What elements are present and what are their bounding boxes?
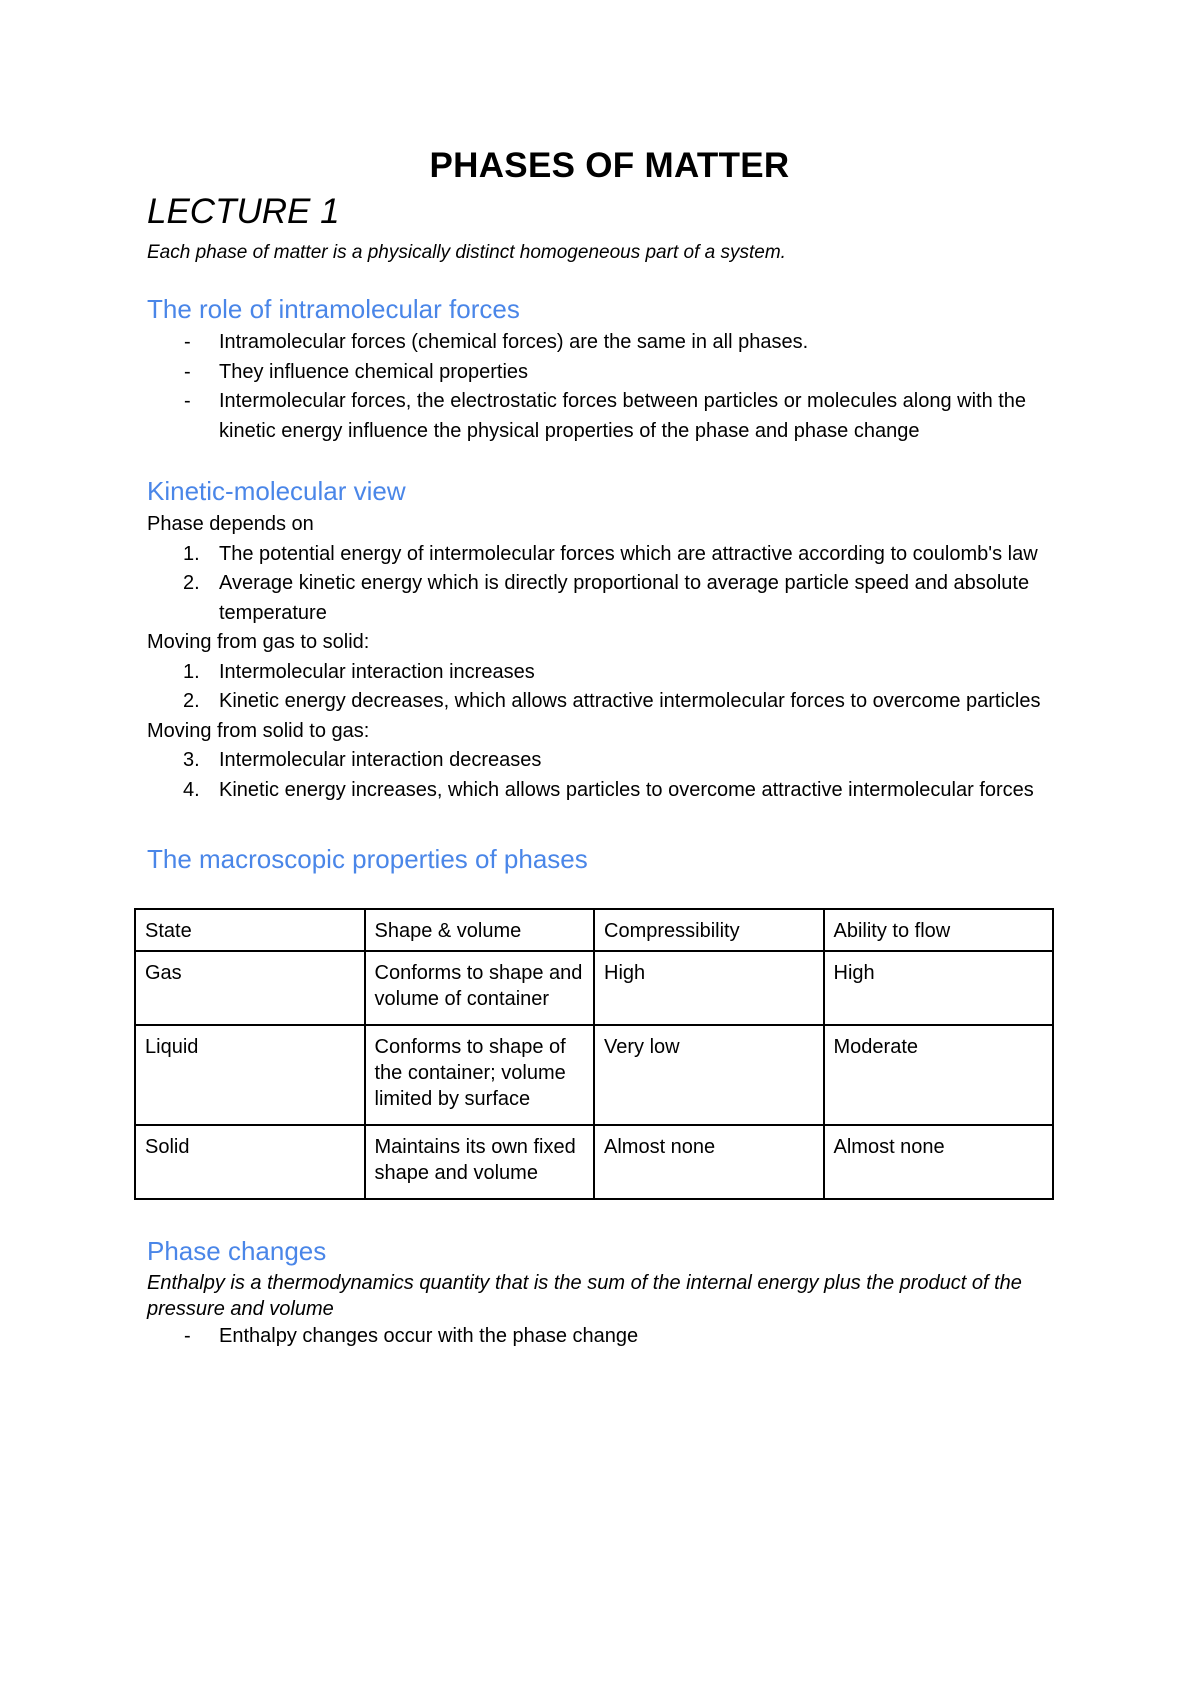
- number-marker: 2.: [183, 572, 200, 594]
- list-item: [147, 328, 1072, 358]
- list-item-text: Intermolecular interaction increases: [219, 660, 535, 683]
- list-item-text: Average kinetic energy which is directly proportional to average particle speed and absolute temperature: [219, 572, 1030, 624]
- gas-to-solid-list: [147, 658, 1072, 717]
- list-item-text: Kinetic energy decreases, which allows attractive intermolecular forces to overcome particles: [219, 690, 1041, 712]
- table-cell: Almost none: [594, 1125, 824, 1199]
- section-heading-kinetic: Kinetic-molecular view: [147, 476, 406, 506]
- table-cell: Maintains its own fixed shape and volume: [365, 1125, 595, 1199]
- table-cell: High: [594, 951, 824, 1025]
- list-item: [147, 387, 1072, 446]
- phase-depends-label: Phase depends on: [147, 513, 314, 535]
- table-row: [135, 1125, 1053, 1199]
- number-marker: 3.: [183, 749, 200, 771]
- dash-marker: -: [184, 360, 191, 383]
- table-cell: Almost none: [824, 1125, 1054, 1199]
- list-item-text: They influence chemical properties: [219, 360, 529, 383]
- list-item: [147, 1322, 1072, 1352]
- list-item-text: The potential energy of intermolecular forces which are attractive according to coulomb's law: [219, 542, 1038, 565]
- table-header-cell: Compressibility: [594, 909, 824, 951]
- list-item: [147, 658, 1072, 688]
- list-item: [147, 358, 1072, 388]
- list-item-text: Intermolecular interaction decreases: [219, 749, 542, 771]
- intramolecular-list: [147, 328, 1072, 446]
- depends-list: [147, 540, 1072, 629]
- solid-to-gas-list: [147, 746, 1072, 805]
- table-header-cell: State: [135, 909, 365, 951]
- number-marker: 2.: [183, 690, 200, 712]
- section-heading-intramolecular: The role of intramolecular forces: [147, 294, 520, 324]
- table-row: [135, 1025, 1053, 1125]
- table-cell: Very low: [594, 1025, 824, 1125]
- table-cell: Conforms to shape of the container; volume limited by surface: [365, 1025, 595, 1125]
- list-item: [147, 687, 1072, 717]
- number-marker: 1.: [183, 660, 200, 683]
- table-cell: High: [824, 951, 1054, 1025]
- enthalpy-definition: Enthalpy is a thermodynamics quantity that is the sum of the internal energy plus the product of the pressure and volume: [147, 1272, 1022, 1320]
- dash-marker: -: [184, 331, 191, 353]
- number-marker: 4.: [183, 778, 200, 801]
- list-item: [147, 569, 1072, 628]
- table-cell: Conforms to shape and volume of container: [365, 951, 595, 1025]
- list-item-text: Enthalpy changes occur with the phase change: [219, 1325, 639, 1347]
- solid-to-gas-label: Moving from solid to gas:: [147, 719, 370, 742]
- lecture-heading: LECTURE 1: [147, 192, 340, 231]
- number-marker: 1.: [183, 542, 200, 565]
- dash-marker: -: [184, 390, 191, 412]
- gas-to-solid-label: Moving from gas to solid:: [147, 631, 370, 653]
- dash-marker: -: [184, 1325, 191, 1347]
- section-heading-macroscopic: The macroscopic properties of phases: [147, 844, 588, 874]
- phase-changes-list: [147, 1322, 1072, 1352]
- properties-table: [134, 908, 1054, 1200]
- list-item: [147, 776, 1072, 806]
- intro-text: Each phase of matter is a physically distinct homogeneous part of a system.: [147, 242, 786, 263]
- list-item: [147, 540, 1072, 570]
- table-header-cell: Shape & volume: [365, 909, 595, 951]
- page-title: PHASES OF MATTER: [429, 146, 790, 185]
- table-cell: Gas: [135, 951, 365, 1025]
- document-body: [147, 142, 1072, 1352]
- section-heading-phase-changes: Phase changes: [147, 1236, 327, 1266]
- table-cell: Moderate: [824, 1025, 1054, 1125]
- list-item: [147, 746, 1072, 776]
- list-item-text: Intramolecular forces (chemical forces) are the same in all phases.: [219, 331, 809, 353]
- list-item-text: Kinetic energy increases, which allows particles to overcome attractive intermolecular forces: [219, 778, 1034, 801]
- table-header-row: [135, 909, 1053, 951]
- list-item-text: Intermolecular forces, the electrostatic forces between particles or molecules along with the kinetic energy influence the physical properties of the phase and phase change: [219, 390, 1027, 442]
- table-row: [135, 951, 1053, 1025]
- table-cell: Solid: [135, 1125, 365, 1199]
- table-cell: Liquid: [135, 1025, 365, 1125]
- table-header-cell: Ability to flow: [824, 909, 1054, 951]
